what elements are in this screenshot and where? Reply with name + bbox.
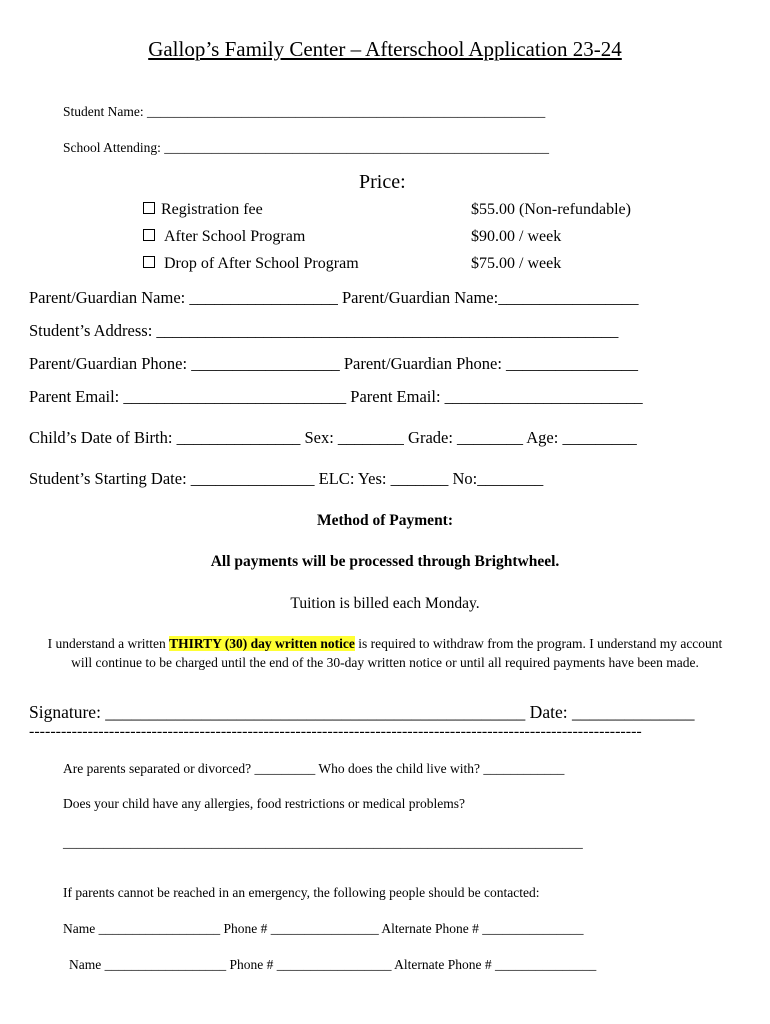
brightwheel-note: All payments will be processed through Brightwheel. — [210, 553, 560, 570]
drop-of-after-school-price: $75.00 / week — [471, 255, 562, 272]
emergency-contact-row[interactable]: Name __________________ Phone # _________________ Alternate Phone # _______________ — [69, 957, 597, 972]
parent-guardian-phone-fields[interactable]: Parent/Guardian Phone: __________________ Parent/Guardian Phone: ________________ — [29, 354, 639, 373]
starting-date-elc-fields[interactable]: Student’s Starting Date: _______________ ELC: Yes: _______ No:________ — [29, 469, 544, 488]
method-of-payment-heading: Method of Payment: — [316, 512, 454, 529]
checkbox-icon[interactable] — [143, 256, 155, 268]
emergency-contact-row[interactable]: Name __________________ Phone # ________________ Alternate Phone # _______________ — [63, 921, 584, 936]
page-title: Gallop’s Family Center – Afterschool Application 23-24 — [148, 37, 622, 61]
checkbox-icon[interactable] — [143, 229, 155, 241]
allergies-answer-line[interactable]: _____________________________________________________________________________ — [63, 835, 583, 850]
highlighted-notice-period: THIRTY (30) day written notice — [169, 636, 355, 651]
student-name-field[interactable]: Student Name: ___________________________________________________________ — [63, 104, 546, 119]
emergency-contacts-instruction: If parents cannot be reached in an emergency, the following people should be contacted: — [63, 885, 540, 900]
drop-of-after-school-option[interactable]: Drop of After School Program — [143, 255, 359, 273]
parent-email-fields[interactable]: Parent Email: ___________________________ Parent Email: ________________________ — [29, 387, 643, 406]
child-details-fields[interactable]: Child’s Date of Birth: _______________ Sex: ________ Grade: ________ Age: _________ — [29, 428, 637, 447]
section-divider: ------------------------------------------------------------------------------------------------------------------- — [29, 723, 642, 740]
checkbox-icon[interactable] — [143, 202, 155, 214]
student-address-field[interactable]: Student’s Address: ________________________________________________________ — [29, 321, 619, 340]
separated-divorced-question[interactable]: Are parents separated or divorced? _________ Who does the child live with? ____________ — [63, 761, 565, 776]
registration-fee-price: $55.00 (Non-refundable) — [471, 201, 631, 218]
price-heading: Price: — [359, 171, 406, 193]
after-school-option[interactable]: After School Program — [143, 228, 305, 246]
signature-date-fields[interactable]: Signature: ________________________________________________ Date: ______________ — [29, 702, 695, 722]
after-school-price: $90.00 / week — [471, 228, 562, 245]
billing-note: Tuition is billed each Monday. — [290, 595, 480, 612]
withdrawal-notice: I understand a written THIRTY (30) day written notice is required to withdraw from the program. I understand my account will continue to be charged until the end of the 30-day written notice or until all required payments have been made. — [47, 636, 723, 670]
allergies-question: Does your child have any allergies, food restrictions or medical problems? — [63, 796, 466, 811]
parent-guardian-name-fields[interactable]: Parent/Guardian Name: __________________ Parent/Guardian Name:_________________ — [29, 288, 639, 307]
registration-fee-option[interactable]: Registration fee — [143, 201, 263, 219]
school-attending-field[interactable]: School Attending: _________________________________________________________ — [63, 140, 549, 155]
